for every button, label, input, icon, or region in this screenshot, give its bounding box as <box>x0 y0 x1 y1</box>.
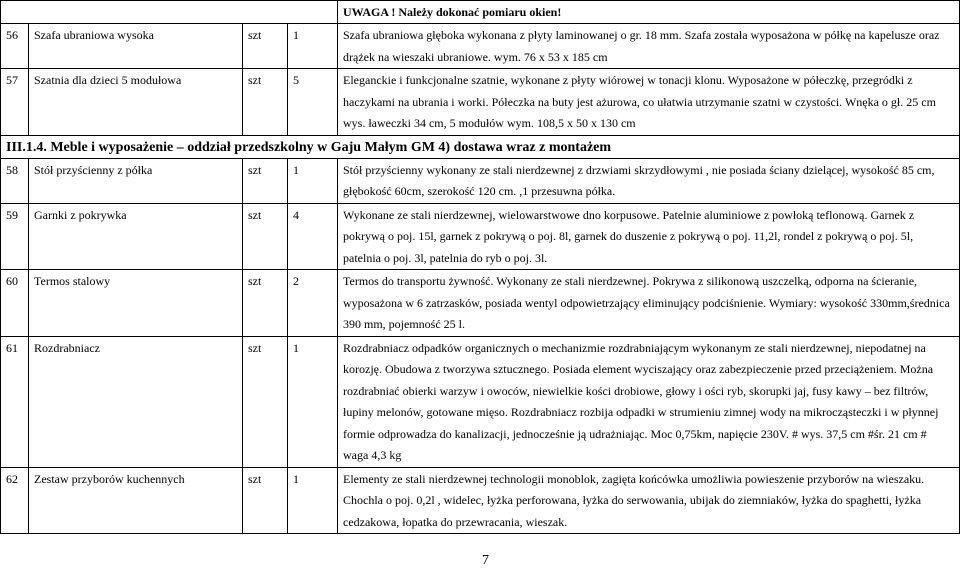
section-heading: III.1.4. Meble i wyposażenie – oddział przedszkolny w Gaju Małym GM 4) dostawa wraz z montażem <box>1 135 960 158</box>
item-description: Termos do transportu żywność. Wykonany ze stali nierdzewnej. Pokrywa z silikonową uszczelką, odporna na ścieranie, wyposażona w 6 zatrzasków, posiada wentyl odpowietrzający eliminujący podciśnienie. Wymiary: wysokość 330mm,średnica 390 mm, pojemność 25 l. <box>338 270 960 337</box>
item-quantity: 1 <box>288 467 338 534</box>
notice-row <box>1 1 960 24</box>
item-number: 56 <box>1 24 29 69</box>
item-quantity: 4 <box>288 203 338 270</box>
item-unit: szt <box>243 69 288 136</box>
item-number: 59 <box>1 203 29 270</box>
item-name: Termos stalowy <box>29 270 243 337</box>
item-quantity: 1 <box>288 336 338 467</box>
item-number: 58 <box>1 158 29 203</box>
section-row <box>1 135 960 158</box>
table-row <box>1 336 960 467</box>
item-name: Stół przyścienny z półka <box>29 158 243 203</box>
item-quantity: 1 <box>288 24 338 69</box>
item-quantity: 5 <box>288 69 338 136</box>
item-name: Garnki z pokrywka <box>29 203 243 270</box>
item-number: 62 <box>1 467 29 534</box>
table-row <box>1 24 960 69</box>
item-unit: szt <box>243 158 288 203</box>
item-description: Rozdrabniacz odpadków organicznych o mechanizmie rozdrabniającym wykonanym ze stali nierdzewnej, niepodatnej na korozję. Obudowa z tworzywa sztucznego. Posiada element wyciszający oraz zabezpieczenie przed przeciążeniem. Można rozdrabniać obierki warzyw i owoców, niewielkie kości drobiowe, głowy i ości ryb, skorupki jaj, fusy kawy – bez filtrów, łupiny melonów, gotowane mięso. Rozdrabniacz rozbija odpadki w strumieniu zimnej wody na mikrocząsteczki i w płynnej formie odprowadza do kanalizacji, jednocześnie ją udrażniając. Moc 0,75km, napięcie 230V. # wys. 37,5 cm #śr. 21 cm # waga 4,3 kg <box>338 336 960 467</box>
item-number: 61 <box>1 336 29 467</box>
item-description: Wykonane ze stali nierdzewnej, wielowarstwowe dno korpusowe. Patelnie aluminiowe z powłoką teflonową. Garnek z pokrywą o poj. 15l, garnek z pokrywą o poj. 8l, garnek do duszenie z pokrywą o poj. 11,2l, rondel z pokrywą o poj. 5l, patelnia o poj. 3l, patelnia do ryb o poj. 3l. <box>338 203 960 270</box>
item-description: Stół przyścienny wykonany ze stali nierdzewnej z drzwiami skrzydłowymi , nie posiada ściany dzielącej, wysokość 85 cm, głębokość 60cm, szerokość 120 cm. ,1 przesuwna półka. <box>338 158 960 203</box>
table-row <box>1 270 960 337</box>
table-row <box>1 467 960 534</box>
item-unit: szt <box>243 467 288 534</box>
item-number: 57 <box>1 69 29 136</box>
table-row <box>1 158 960 203</box>
item-quantity: 2 <box>288 270 338 337</box>
item-name: Zestaw przyborów kuchennych <box>29 467 243 534</box>
item-unit: szt <box>243 203 288 270</box>
item-unit: szt <box>243 24 288 69</box>
item-unit: szt <box>243 270 288 337</box>
table-row <box>1 69 960 136</box>
item-quantity: 1 <box>288 158 338 203</box>
item-description: Elementy ze stali nierdzewnej technologii monoblok, zagięta końcówka umożliwia powieszenie przyborów na wieszaku. Chochla o poj. 0,2l , widelec, łyżka perforowana, łyżka do serwowania, ubijak do ziemniaków, łyżka do spaghetti, łyżka cedzakowa, łopatka do przewracania, wieszak. <box>338 467 960 534</box>
item-name: Rozdrabniacz <box>29 336 243 467</box>
table-row <box>1 203 960 270</box>
item-description: Eleganckie i funkcjonalne szatnie, wykonane z płyty wiórowej w tonacji klonu. Wyposażone w półeczkę, przegródki z haczykami na ubrania i worki. Półeczka na buty jest ażurowa, co ułatwia utrzymanie szatni w czystości. Wnęka o gł. 25 cm wys. ławeczki 34 cm, 5 modułów wym. 108,5 x 50 x 130 cm <box>338 69 960 136</box>
item-unit: szt <box>243 336 288 467</box>
item-name: Szafa ubraniowa wysoka <box>29 24 243 69</box>
page-number: 7 <box>482 553 489 568</box>
item-number: 60 <box>1 270 29 337</box>
item-name: Szatnia dla dzieci 5 modułowa <box>29 69 243 136</box>
measurement-notice: UWAGA ! Należy dokonać pomiaru okien! <box>338 1 960 24</box>
item-description: Szafa ubraniowa głęboka wykonana z płyty laminowanej o gr. 18 mm. Szafa została wyposażona w półkę na kapelusze oraz drążek na wieszaki ubraniowe. wym. 76 x 53 x 185 cm <box>338 24 960 69</box>
